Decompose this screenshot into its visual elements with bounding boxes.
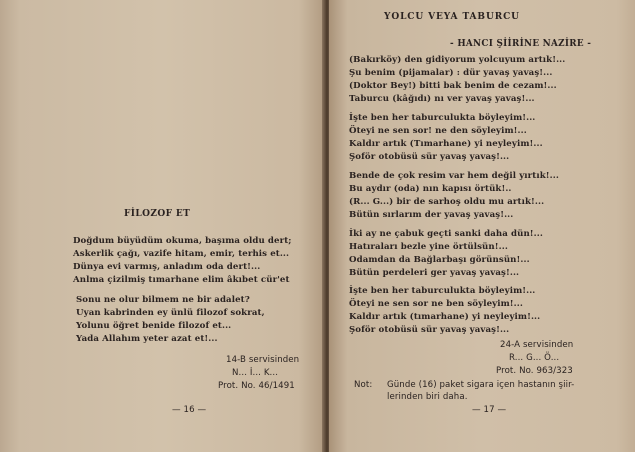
poem-line: Öteyi ne sen sor! ne den söyleyim!... [349,126,527,136]
poem-line: İşte ben her taburculukta böyleyim!... [349,113,536,123]
poem-line: Bende de çok resim var hem değil yırtık!... [349,171,559,181]
poem-line: (Bakırköy) den gidiyorum yolcuyum artık!... [349,55,566,65]
page-number: — 17 — [472,405,507,415]
signature-line: Prot. No. 963/323 [496,366,573,376]
poem-line: Taburcu (kâğıdı) nı ver yavaş yavaş!... [349,94,535,104]
right-page [329,0,635,452]
note-label: Not: [354,380,373,390]
poem-line: Askerlik çağı, vazife hitam, emir, terhis et... [73,249,290,259]
poem-line: İki ay ne çabuk geçti sanki daha dün!... [349,229,543,239]
poem-line: Doğdum büyüdüm okuma, başıma oldu dert; [73,236,292,246]
poem-subtitle: - HANCI ŞİİRİNE NAZİRE - [450,39,592,49]
note-line: Günde (16) paket sigara içen hastanın şiir- [387,380,575,390]
poem-line: Şoför otobüsü sür yavaş yavaş!... [349,152,510,162]
running-header: YOLCU VEYA TABURCU [384,12,520,22]
note-line: lerinden biri daha. [387,392,468,402]
poem-line: Şoför otobüsü sür yavaş yavaş!... [349,325,510,335]
poem-line: Bütün sırlarım der yavaş yavaş!... [349,210,514,220]
poem-line: Şu benim (pijamalar) : dür yavaş yavaş!... [349,68,553,78]
poem-line: Kaldır artık (tımarhane) yi neyleyim!... [349,312,541,322]
signature-line: Prot. No. 46/1491 [218,381,295,391]
poem-title: FİLOZOF ET [124,209,191,219]
poem-line: Yada Allahım yeter azat et!... [76,334,218,344]
poem-line: (Doktor Bey!) bitti bak benim de cezam!... [349,81,557,91]
poem-line: Bütün perdeleri ger yavaş yavaş!... [349,268,520,278]
poem-line: Odamdan da Bağlarbaşı görünsün!... [349,255,530,265]
poem-line: Kaldır artık (Tımarhane) yi neyleyim!... [349,139,543,149]
poem-line: Yolunu öğret benide filozof et... [76,321,232,331]
poem-line: Hatıraları bezle yine örtülsün!... [349,242,508,252]
signature-line: 14-B servisinden [226,355,300,365]
signature-line: R... G... Ö... [509,353,560,363]
poem-line: (R... G...) bir de sarhoş oldu mu artık!... [349,197,545,207]
poem-line: İşte ben her taburculukta böyleyim!... [349,286,536,296]
poem-line: Sonu ne olur bilmem ne bir adalet? [76,295,250,305]
poem-line: Bu aydır (oda) nın kapısı örtük!.. [349,184,512,194]
poem-line: Öteyi ne sen sor ne ben söyleyim!... [349,299,523,309]
poem-line: Anlma çizilmiş tımarhane elim âkıbet cür'et [73,275,290,285]
page-number: — 16 — [172,405,207,415]
signature-line: N... İ... K... [232,368,279,378]
poem-line: Dünya evi varmış, anladım oda dert!... [73,262,261,272]
poem-line: Uyan kabrinden ey ünlü filozof sokrat, [76,308,265,318]
signature-line: 24-A servisinden [500,340,574,350]
